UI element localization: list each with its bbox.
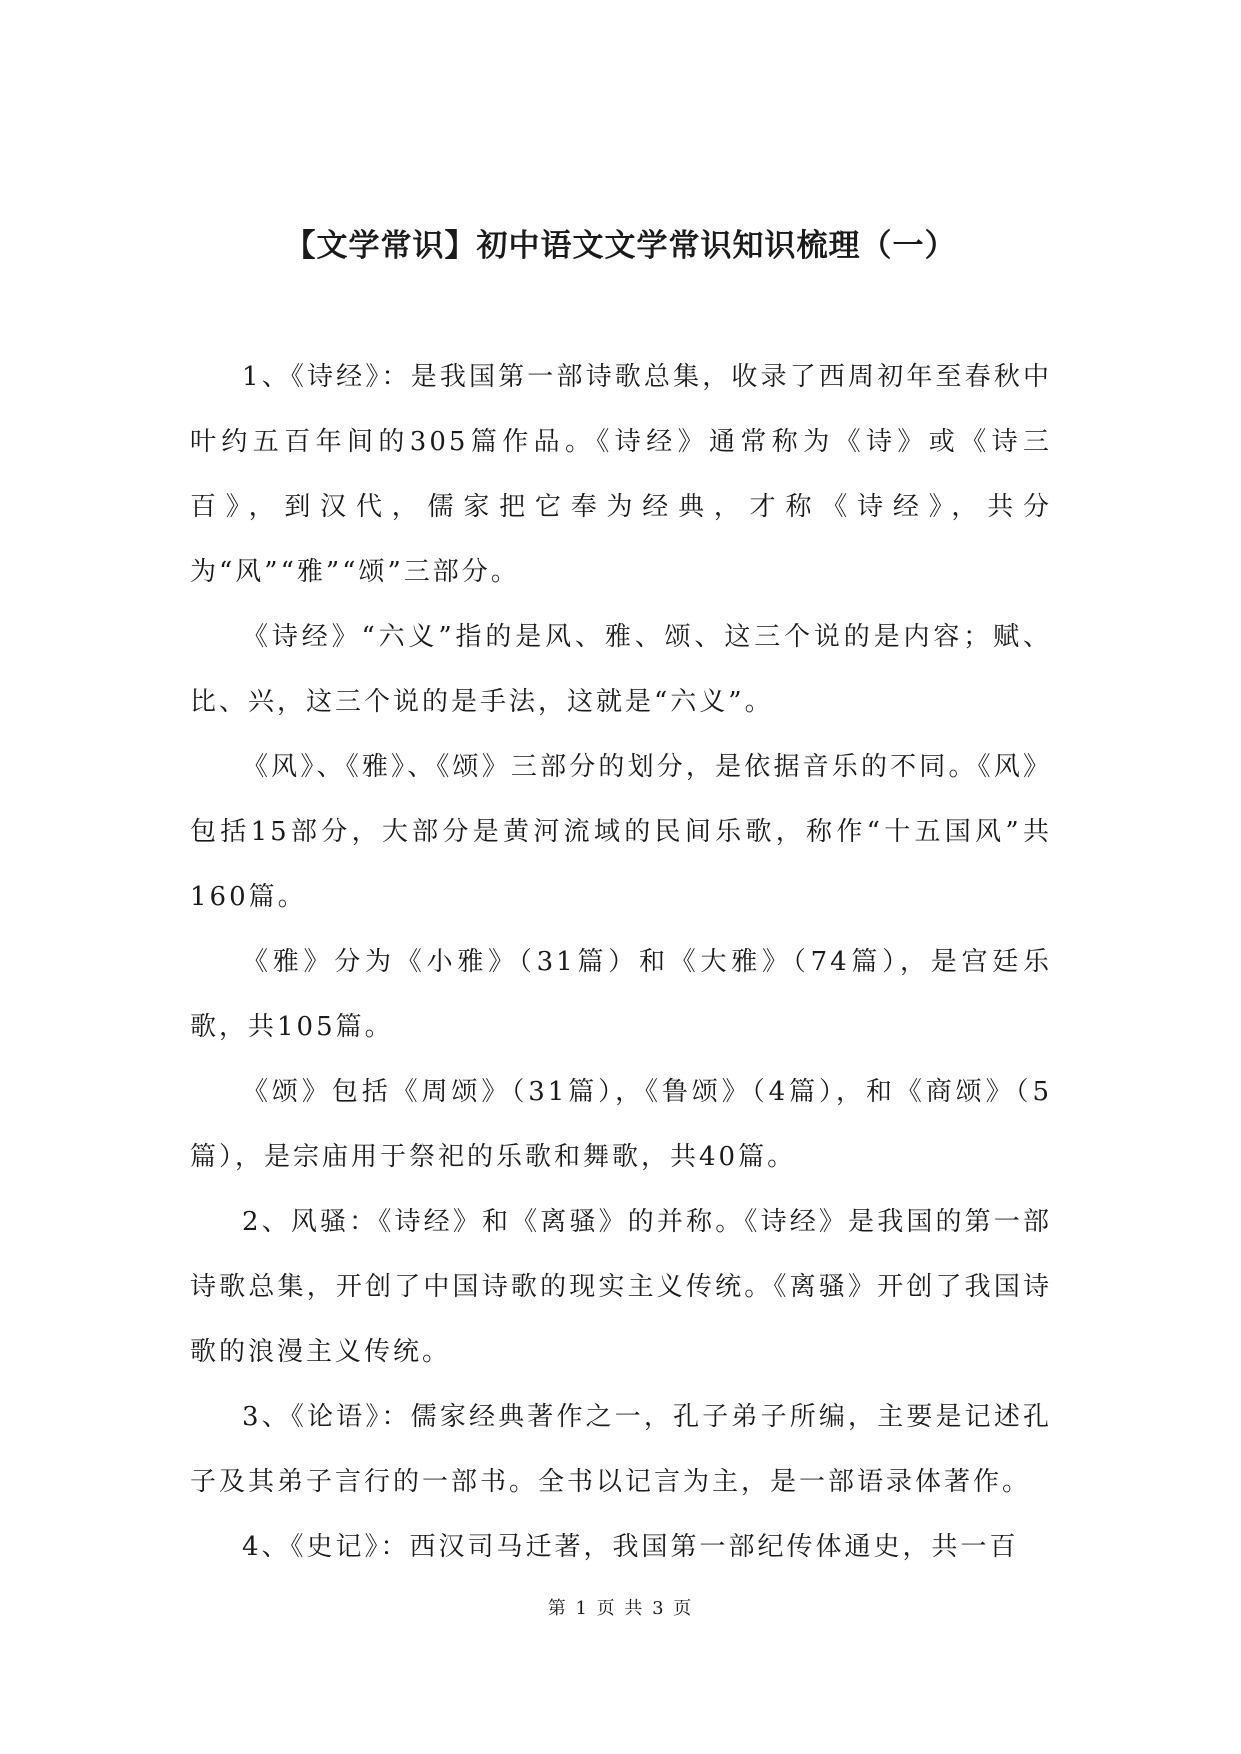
paragraph-fengsao: 2、风骚：《诗经》和《离骚》的并称。《诗经》是我国的第一部诗歌总集，开创了中国诗歌的现实主义传统。《离骚》开创了我国诗歌的浪漫主义传统。 [190, 1207, 1052, 1367]
paragraph-ya: 《雅》分为《小雅》（31篇）和《大雅》（74篇），是宫廷乐歌，共105篇。 [190, 947, 1052, 1042]
paragraph-liuyi: 《诗经》“六义”指的是风、雅、颂、这三个说的是内容；赋、比、兴，这三个说的是手法，这就是“六义”。 [190, 622, 1052, 717]
document-title: 【文学常识】初中语文文学常识知识梳理（一） [284, 228, 957, 264]
paragraph-feng-ya-song: 《风》、《雅》、《颂》三部分的划分，是依据音乐的不同。《风》包括15部分，大部分是黄河流域的民间乐歌，称作“十五国风”共160篇。 [190, 752, 1052, 912]
paragraph-shiji: 4、《史记》：西汉司马迁著，我国第一部纪传体通史，共一百 [242, 1532, 1019, 1562]
paragraph-song: 《颂》包括《周颂》（31篇），《鲁颂》（4篇），和《商颂》（5篇），是宗庙用于祭祀的乐歌和舞歌，共40篇。 [190, 1077, 1052, 1172]
paragraph-shijing-intro: 1、《诗经》：是我国第一部诗歌总集，收录了西周初年至春秋中叶约五百年间的305篇作品。《诗经》通常称为《诗》或《诗三百》，到汉代，儒家把它奉为经典，才称《诗经》，共分为“风”“雅”“颂”三部分。 [190, 362, 1052, 587]
page-footer: 第 1 页 共 3 页 [547, 1598, 694, 1619]
paragraph-lunyu: 3、《论语》：儒家经典著作之一，孔子弟子所编，主要是记述孔子及其弟子言行的一部书。全书以记言为主，是一部语录体著作。 [190, 1402, 1052, 1497]
document-body [190, 345, 1052, 1580]
